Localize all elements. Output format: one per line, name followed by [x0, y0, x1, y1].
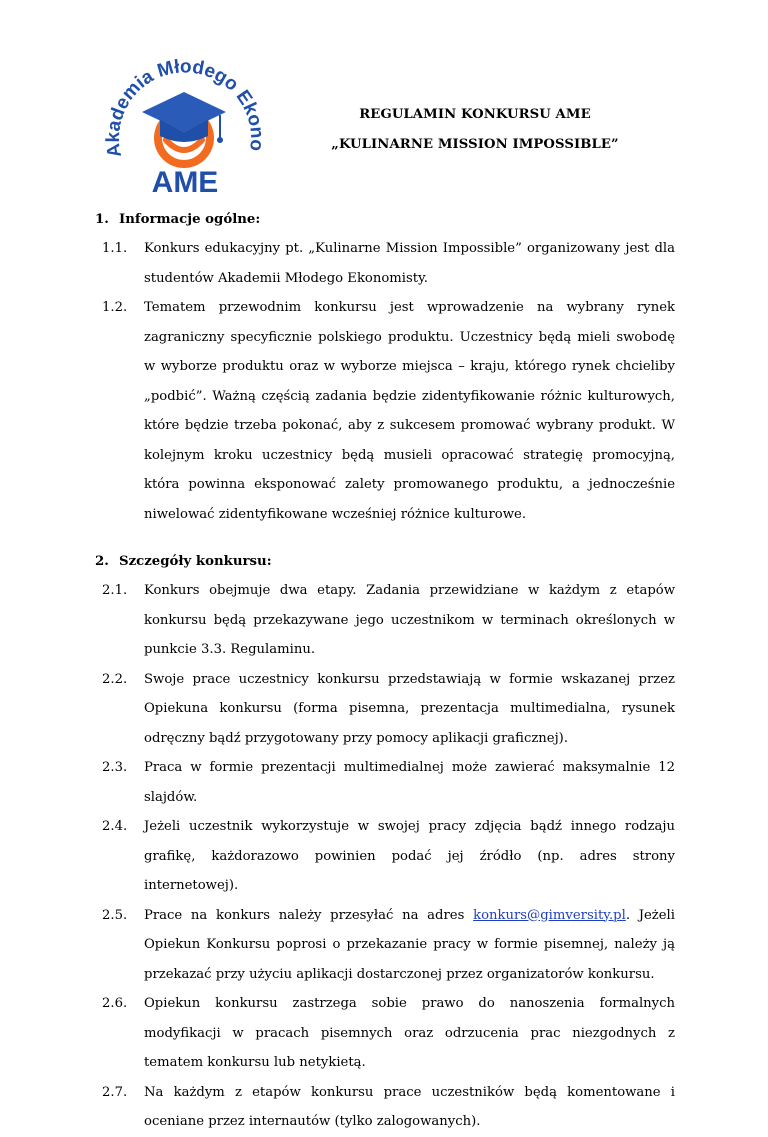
section-heading: [95, 547, 675, 576]
item-number: 2.6.: [102, 996, 128, 1011]
item-text: Jeżeli uczestnik wykorzystuje w swojej pracy zdjęcia bądź innego rodzaju grafikę, każdorazowo powinien podać jej źródło (np. adres strony internetowej).: [144, 819, 675, 893]
item-text: Swoje prace uczestnicy konkursu przedstawiają w formie wskazanej przez Opiekuna konkursu (forma pisemna, prezentacja multimedialna, rysunek odręczny bądź przygotowany przy pomocy aplikacji graficznej).: [144, 671, 675, 746]
item-text: Konkurs obejmuje dwa etapy. Zadania przewidziane w każdym z etapów konkursu będą przekazywane jego uczestnikom w terminach określonych w punkcie 3.3. Regulaminu.: [144, 583, 675, 657]
logo-graduation-cap-icon: [142, 92, 226, 132]
title-line-1: REGULAMIN KONKURSU AME: [359, 107, 591, 122]
section-title: Informacje ogólne:: [119, 212, 261, 227]
document-title: [290, 100, 660, 160]
item-number: 1.1.: [102, 241, 128, 256]
section-heading: [95, 205, 675, 234]
item-text: Praca w formie prezentacji multimedialnej może zawierać maksymalnie 12 slajdów.: [144, 760, 675, 805]
list-item: [102, 234, 675, 293]
ame-logo-graphic: [100, 40, 270, 200]
list-item: [102, 1078, 675, 1137]
section-general-info: [95, 205, 675, 529]
item-number: 2.2.: [102, 671, 128, 687]
item-number: 1.2.: [102, 300, 128, 315]
list-item: [102, 901, 675, 990]
item-text-after: . Jeżeli Opiekun Konkursu poprosi o przekazanie pracy w formie pisemnej, należy ją przekazać przy użyciu aplikacji dostarczonej przez organizatorów konkursu.: [144, 907, 675, 982]
list-item: [102, 293, 675, 529]
list-item: [102, 665, 675, 754]
email-link[interactable]: konkurs@gimversity.pl: [473, 907, 626, 923]
item-text-before: Prace na konkurs należy przesyłać na adres: [144, 907, 474, 923]
item-number: 2.5.: [102, 907, 128, 923]
item-number: 2.3.: [102, 760, 128, 775]
item-text: Tematem przewodnim konkursu jest wprowadzenie na wybrany rynek zagraniczny specyficznie polskiego produktu. Uczestnicy będą mieli swobodę w wyborze produktu oraz w wyborze miejsca – kraju, którego rynek chcieliby „podbić”. Ważną częścią zadania będzie zidentyfikowanie różnic kulturowych, które będzie trzeba pokonać, aby z sukcesem promować wybrany produkt. W kolejnym kroku uczestnicy będą musieli opracować strategię promocyjną, która powinna eksponować zalety promowanego produktu, a jednocześnie niwelować zidentyfikowane wcześniej różnice kulturowe.: [144, 300, 675, 522]
list-item: [102, 753, 675, 812]
item-text: Na każdym z etapów konkursu prace uczestników będą komentowane i oceniane przez internautów (tylko zalogowanych).: [144, 1084, 675, 1129]
list-item: [102, 812, 675, 901]
item-number: 2.1.: [102, 583, 128, 598]
section-number: 1.: [95, 212, 109, 227]
item-number: 2.7.: [102, 1084, 128, 1100]
item-number: 2.4.: [102, 819, 128, 834]
section-number: 2.: [95, 554, 109, 569]
item-text: [144, 901, 675, 990]
item-text: Konkurs edukacyjny pt. „Kulinarne Mission Impossible” organizowany jest dla studentów Akademii Młodego Ekonomisty.: [144, 241, 675, 286]
section-title: Szczegóły konkursu:: [119, 554, 272, 569]
item-text: Opiekun konkursu zastrzega sobie prawo do nanoszenia formalnych modyfikacji w pracach pisemnych oraz odrzucenia prac niezgodnych z tematem konkursu lub netykietą.: [144, 996, 675, 1070]
logo-abbrev: AME: [151, 166, 219, 199]
document-body: [95, 205, 675, 1137]
logo-arc-text: Akademia Młodego Ekono: [102, 56, 268, 159]
list-item: [102, 576, 675, 665]
section-contest-details: [95, 547, 675, 1137]
title-line-2: „KULINARNE MISSION IMPOSSIBLE”: [331, 137, 619, 152]
list-item: [102, 989, 675, 1078]
ame-logo: [100, 40, 270, 200]
